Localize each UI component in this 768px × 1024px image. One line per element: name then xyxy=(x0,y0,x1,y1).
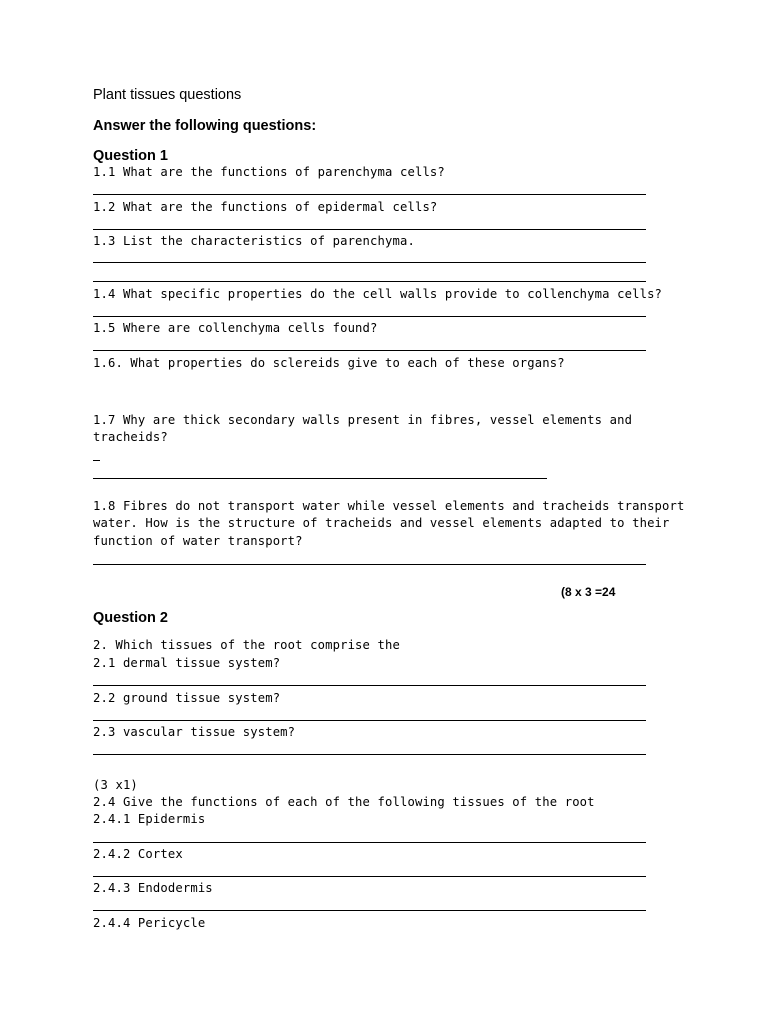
answer-line xyxy=(93,229,646,230)
question-2-marks: (3 x1) xyxy=(93,778,138,792)
question-1-marks: (8 x 3 =24 xyxy=(561,585,616,599)
question-1-heading: Question 1 xyxy=(93,148,168,164)
answer-line xyxy=(93,842,646,843)
question-2-3: 2.3 vascular tissue system? xyxy=(93,725,296,739)
question-1-1: 1.1 What are the functions of parenchyma cells? xyxy=(93,165,445,179)
question-1-2: 1.2 What are the functions of epidermal cells? xyxy=(93,200,438,214)
answer-line xyxy=(93,478,547,479)
question-1-7: 1.7 Why are thick secondary walls present in fibres, vessel elements and xyxy=(93,413,633,427)
answer-line xyxy=(93,876,646,877)
question-1-4: 1.4 What specific properties do the cell walls provide to collenchyma cells? xyxy=(93,287,663,301)
question-2-4-2: 2.4.2 Cortex xyxy=(93,847,183,861)
question-2-1: 2.1 dermal tissue system? xyxy=(93,656,281,670)
question-2-2: 2.2 ground tissue system? xyxy=(93,691,281,705)
question-1-8-cont: water. How is the structure of tracheids and vessel elements adapted to their xyxy=(93,516,670,530)
answer-line xyxy=(93,316,646,317)
question-1-6: 1.6. What properties do sclereids give to each of these organs? xyxy=(93,356,565,370)
answer-line xyxy=(93,720,646,721)
question-2-4-4: 2.4.4 Pericycle xyxy=(93,916,206,930)
question-2-intro: 2. Which tissues of the root comprise the xyxy=(93,638,400,652)
question-1-3: 1.3 List the characteristics of parenchyma. xyxy=(93,234,415,248)
question-2-4-3: 2.4.3 Endodermis xyxy=(93,881,213,895)
answer-line xyxy=(93,754,646,755)
answer-line xyxy=(93,685,646,686)
question-2-4: 2.4 Give the functions of each of the following tissues of the root xyxy=(93,795,595,809)
question-1-8: 1.8 Fibres do not transport water while vessel elements and tracheids transport xyxy=(93,499,685,513)
answer-line xyxy=(93,194,646,195)
answer-dash xyxy=(93,460,100,461)
answer-line xyxy=(93,262,646,263)
question-1-7-cont: tracheids? xyxy=(93,430,168,444)
question-1-5: 1.5 Where are collenchyma cells found? xyxy=(93,321,378,335)
question-2-4-1: 2.4.1 Epidermis xyxy=(93,812,206,826)
answer-line xyxy=(93,281,646,282)
instruction-text: Answer the following questions: xyxy=(93,118,317,134)
answer-line xyxy=(93,350,646,351)
question-2-heading: Question 2 xyxy=(93,610,168,626)
answer-line xyxy=(93,564,646,565)
document-title: Plant tissues questions xyxy=(93,87,242,103)
question-1-8-cont: function of water transport? xyxy=(93,534,303,548)
answer-line xyxy=(93,910,646,911)
